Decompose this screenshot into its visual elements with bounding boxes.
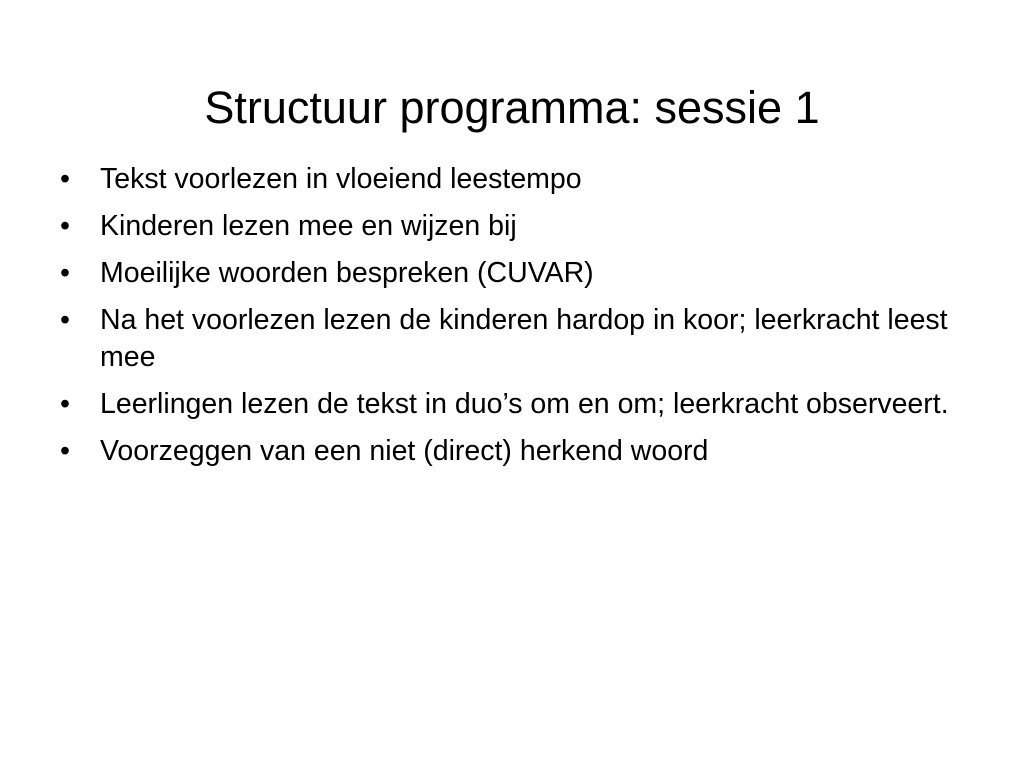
bullet-icon: • [60,163,70,195]
bullet-icon: • [60,210,70,242]
bullet-icon: • [60,388,70,420]
bullet-icon: • [60,257,70,289]
bullet-item [56,433,976,470]
bullet-item [56,302,976,376]
bullet-text: Leerlingen lezen de tekst in duo’s om en om; leerkracht observeert. [100,388,949,420]
bullet-icon: • [60,304,70,336]
bullet-text: Na het voorlezen lezen de kinderen hardop in koor; leerkracht leest mee [100,304,948,373]
bullet-text: Tekst voorlezen in vloeiend leestempo [100,163,582,195]
bullet-text: Voorzeggen van een niet (direct) herkend woord [100,435,709,467]
bullet-list [56,161,976,480]
bullet-item [56,255,976,292]
bullet-text: Moeilijke woorden bespreken (CUVAR) [100,257,594,289]
slide-title: Structuur programma: sessie 1 [204,82,820,133]
bullet-text: Kinderen lezen mee en wijzen bij [100,210,517,242]
bullet-icon: • [60,435,70,467]
bullet-item [56,208,976,245]
bullet-item [56,386,976,423]
bullet-item [56,161,976,198]
